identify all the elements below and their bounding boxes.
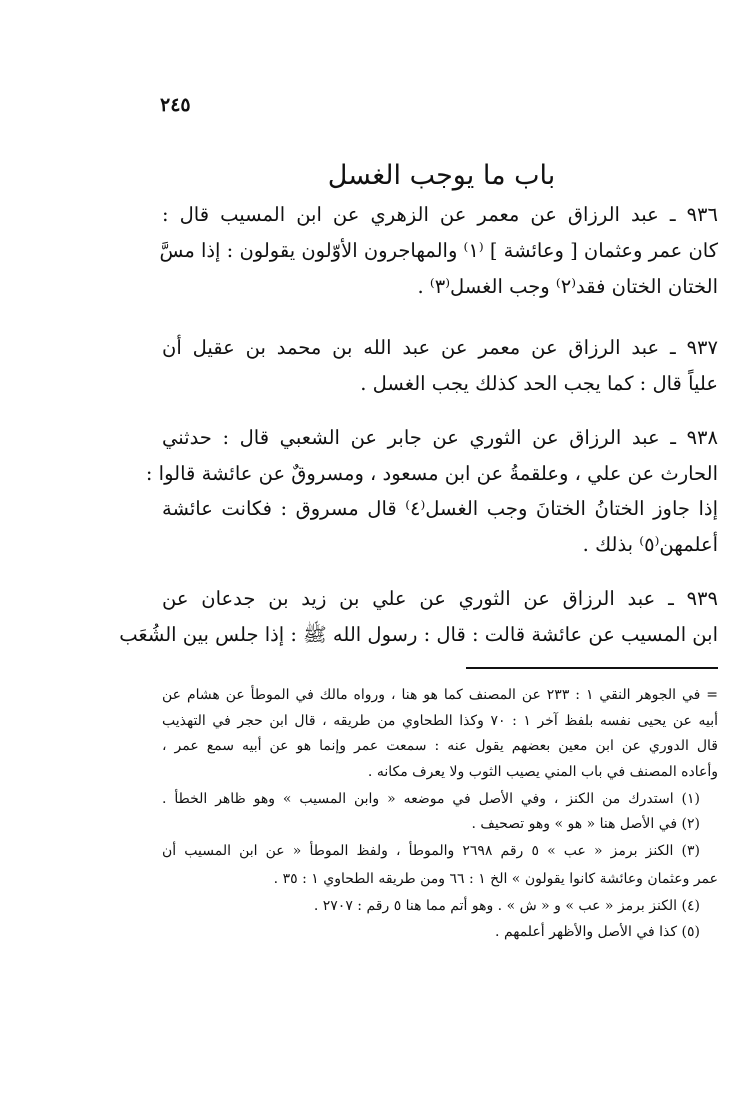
footnote-line: قال الدوري عن ابن معين بعضهم يقول عنه : سمعت عمر وإنما هو عن أبيه سمع عمر ، — [162, 738, 718, 754]
footnote-line: عمر وعثمان وعائشة كانوا يقولون » الخ ١ : ٦٦ ومن طريقه الطحاوي ١ : ٣٥ . — [273, 871, 718, 887]
text-line: الختان الختان فقد⁽٢⁾ وجب الغسل⁽٣⁾ . — [417, 275, 718, 298]
text-line: ٩٣٦ ـ عبد الرزاق عن معمر عن الزهري عن ابن المسيب قال : — [162, 203, 718, 226]
footnote-separator — [466, 667, 718, 669]
text-line: إذا جاوز الختانُ الختانَ وجب الغسل⁽٤⁾ قال مسروق : فكانت عائشة — [162, 497, 718, 520]
footnote-4: (٤) الكنز برمز « عب » و « ش » . وهو أتم مما هنا ٥ رقم : ٢٧٠٧ . — [313, 898, 700, 914]
footnote-5: (٥) كذا في الأصل والأظهر أعلمهم . — [495, 924, 700, 940]
page-number: ٢٤٥ — [160, 94, 191, 116]
text-line: علياً قال : كما يجب الحد كذلك يجب الغسل . — [360, 372, 718, 395]
footnote-line: = في الجوهر النقي ١ : ٢٣٣ عن المصنف كما هو هنا ، ورواه مالك في الموطأ عن هشام عن — [162, 687, 718, 703]
footnote-2: (٢) في الأصل هنا « هو » وهو تصحيف . — [471, 816, 700, 832]
footnote-line: وأعاده المصنف في باب المني يصيب الثوب ولا يعرف مكانه . — [367, 764, 718, 780]
text-line: كان عمر وعثمان [ وعائشة ] ⁽١⁾ والمهاجرون الأوّلون يقولون : إذا مسَّ — [159, 239, 718, 262]
chapter-title: باب ما يوجب الغسل — [327, 160, 556, 191]
footnote-1: (١) استدرك من الكنز ، وفي الأصل في موضعه « وابن المسيب » وهو ظاهر الخطأ . — [162, 791, 700, 807]
text-line: ٩٣٩ ـ عبد الرزاق عن الثوري عن علي بن زيد بن جدعان عن — [162, 587, 718, 610]
text-line: أعلمهن⁽٥⁾ بذلك . — [582, 533, 718, 556]
text-line: ٩٣٨ ـ عبد الرزاق عن الثوري عن جابر عن الشعبي قال : حدثني — [162, 426, 718, 449]
footnote-3: (٣) الكنز برمز « عب » ٥ رقم ٢٦٩٨ والموطأ ، ولفظ الموطأ « عن ابن المسيب أن — [162, 843, 701, 859]
text-line: ٩٣٧ ـ عبد الرزاق عن معمر عن عبد الله بن محمد بن عقيل أن — [162, 336, 718, 359]
footnote-line: أبيه عن يحيى نفسه بلفظ آخر ١ : ٧٠ وكذا الطحاوي من طريقه ، قال ابن حجر في التهذيب — [162, 713, 718, 729]
text-line: ابن المسيب عن عائشة قالت : قال : رسول الله ﷺ : إذا جلس بين الشُعَب — [119, 623, 718, 646]
text-line: الحارث عن علي ، وعلقمةُ عن ابن مسعود ، ومسروقٌ عن عائشة قالوا : — [145, 462, 718, 485]
